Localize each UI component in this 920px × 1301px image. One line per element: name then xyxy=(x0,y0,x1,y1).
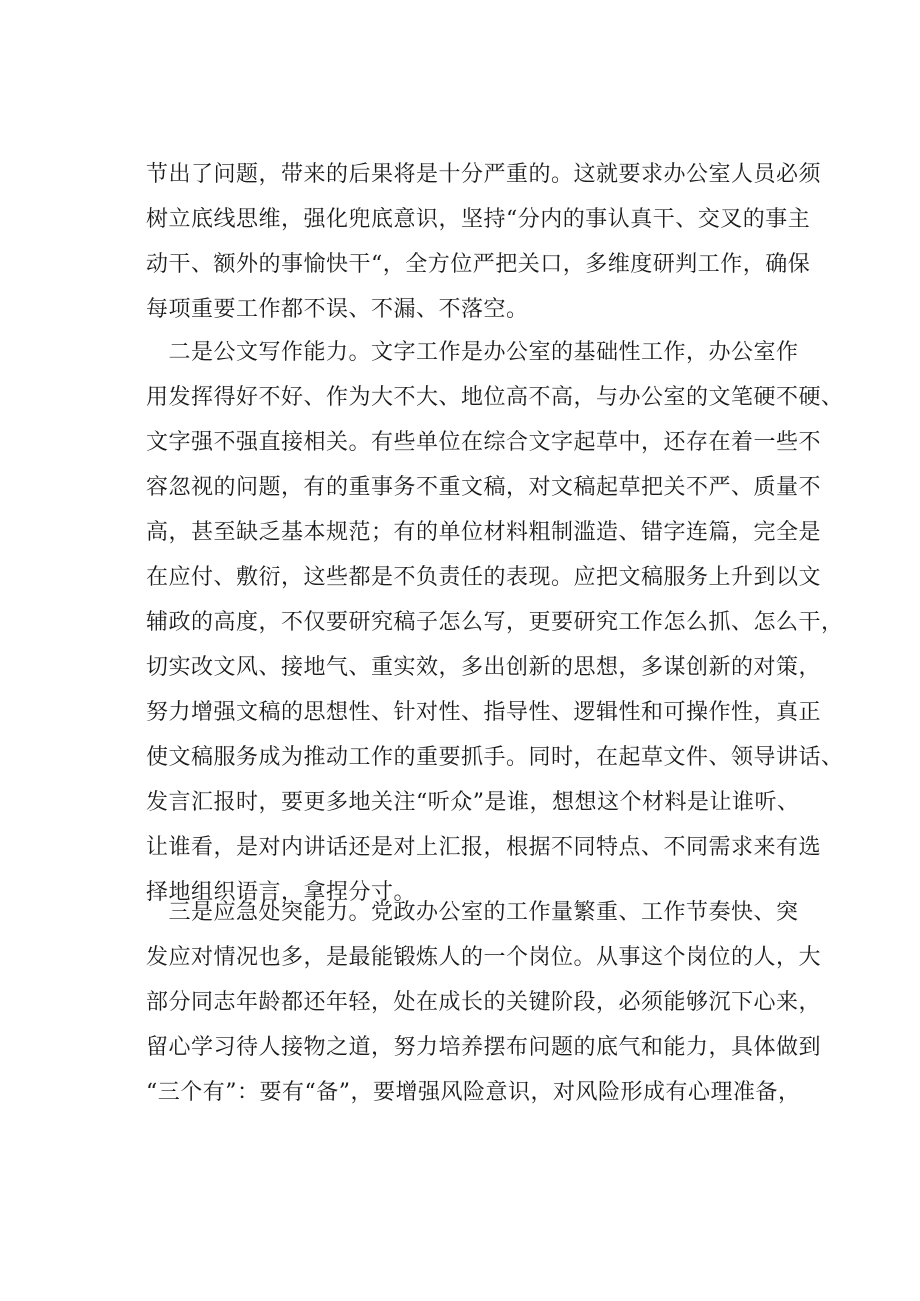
text-line: 发言汇报时，要更多地关注“听众”是谁，想想这个材料是让谁听、 xyxy=(146,790,800,815)
text-line: 使文稿服务成为推动工作的重要抓手。同时，在起草文件、领导讲话、 xyxy=(146,745,844,770)
text-line: 让谁看，是对内讲话还是对上汇报，根据不同特点、不同需求来有选 xyxy=(146,835,822,860)
text-line: 用发挥得好不好、作为大不大、地位高不高，与办公室的文笔硬不硬、 xyxy=(146,385,844,410)
text-line: 在应付、敷衍，这些都是不负责任的表现。应把文稿服务上升到以文 xyxy=(146,565,822,590)
paragraph-document-writing xyxy=(146,330,844,915)
text-line: 文字强不强直接相关。有些单位在综合文字起草中，还存在着一些不 xyxy=(146,430,822,455)
text-line: 切实改文风、接地气、重实效，多出创新的思想，多谋创新的对策， xyxy=(146,655,822,680)
text-line: 二是公文写作能力。文字工作是办公室的基础性工作，办公室作 xyxy=(146,340,799,365)
text-line: 动干、额外的事愉快干“，全方位严把关口，多维度研判工作，确保 xyxy=(146,252,811,277)
text-line: 节出了问题，带来的后果将是十分严重的。这就要求办公室人员必须 xyxy=(146,162,822,187)
text-line: 努力增强文稿的思想性、针对性、指导性、逻辑性和可操作性，真正 xyxy=(146,700,822,725)
text-line: 部分同志年龄都还年轻，处在成长的关键阶段，必须能够沉下心来， xyxy=(146,990,822,1015)
text-line: 择地组织语言，拿捏分寸。 xyxy=(146,880,417,905)
paragraph-continuation xyxy=(146,152,826,332)
paragraph-emergency-response xyxy=(146,890,826,1115)
text-line: 高，甚至缺乏基本规范；有的单位材料粗制滥造、错字连篇，完全是 xyxy=(146,520,822,545)
text-line: 辅政的高度，不仅要研究稿子怎么写，更要研究工作怎么抓、怎么干， xyxy=(146,610,844,635)
text-line: 三是应急处突能力。党政办公室的工作量繁重、工作节奏快、突 xyxy=(146,900,799,925)
text-line: 树立底线思维，强化兜底意识，坚持“分内的事认真干、交叉的事主 xyxy=(146,207,811,232)
text-line: 每项重要工作都不误、不漏、不落空。 xyxy=(146,297,529,322)
text-line: “三个有”：要有“备”，要增强风险意识，对风险形成有心理准备， xyxy=(146,1080,801,1105)
text-line: 留心学习待人接物之道，努力培养摆布问题的底气和能力，具体做到 xyxy=(146,1035,822,1060)
text-line: 发应对情况也多，是最能锻炼人的一个岗位。从事这个岗位的人，大 xyxy=(146,945,822,970)
text-line: 容忽视的问题，有的重事务不重文稿，对文稿起草把关不严、质量不 xyxy=(146,475,822,500)
